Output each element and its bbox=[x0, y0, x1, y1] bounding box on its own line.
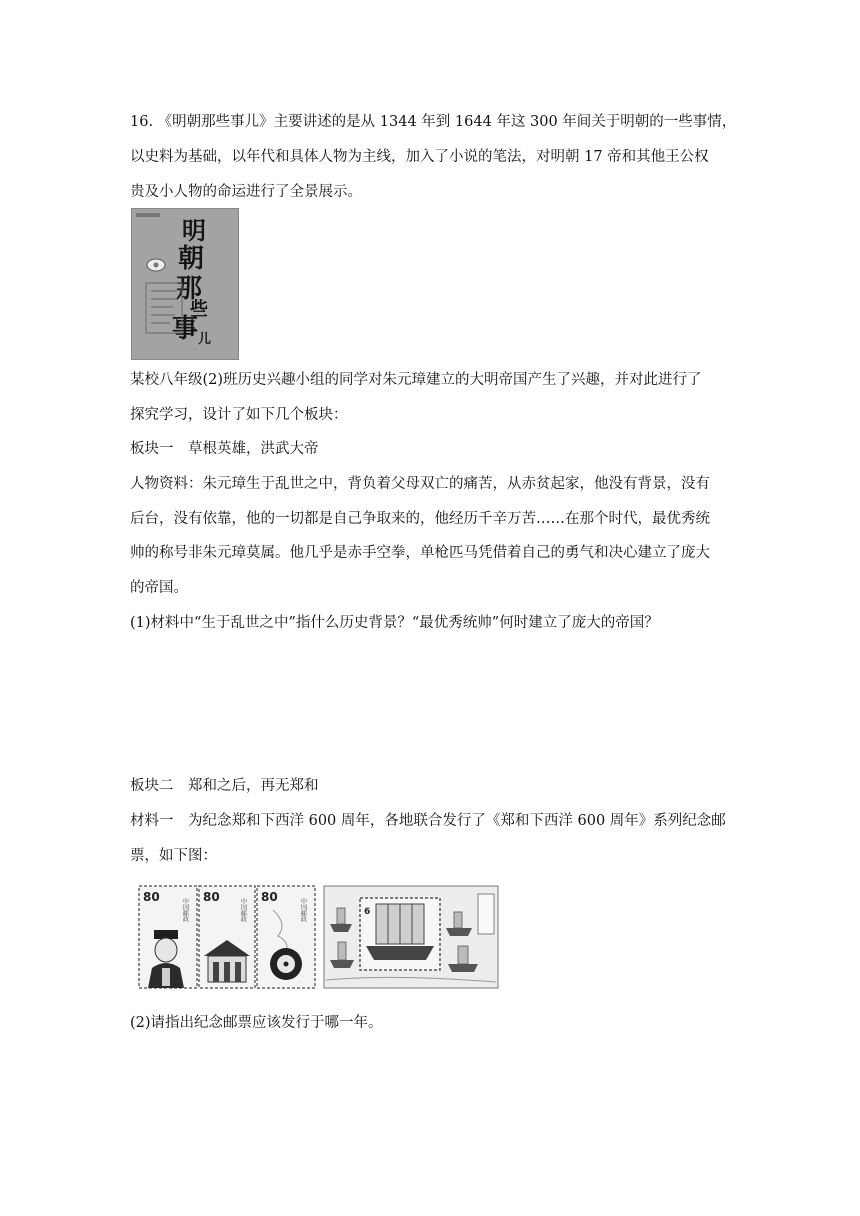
section1-material-line-3: 帅的称号非朱元璋莫属。他几乎是赤手空拳，单枪匹马凭借着自己的勇气和决心建立了庞大 bbox=[130, 545, 710, 561]
cover-char-3: 那 bbox=[176, 274, 203, 304]
stamp-4-denomination: 6 bbox=[364, 907, 371, 917]
stamp-3-country: 中国邮政 bbox=[299, 898, 307, 922]
cover-char-6: 儿 bbox=[198, 332, 212, 347]
section1-material-line-4: 的帝国。 bbox=[130, 580, 188, 596]
intro-line-1: 16. 《明朝那些事儿》主要讲述的是从 1344 年到 1644 年这 300 年间关于明朝的一些事情， bbox=[130, 114, 737, 130]
intro-line-2: 以史料为基础，以年代和具体人物为主线，加入了小说的笔法，对明朝 17 帝和其他王公权 bbox=[130, 149, 709, 165]
stamp-2-country: 中国邮政 bbox=[239, 898, 247, 922]
section1-question: (1)材料中“生于乱世之中”指什么历史背景？“最优秀统帅”何时建立了庞大的帝国？ bbox=[130, 615, 659, 631]
stamp-3-denomination: 80 bbox=[261, 890, 278, 904]
stamp-souvenir-sheet bbox=[324, 886, 498, 988]
book-cover-image bbox=[131, 208, 239, 360]
section1-material-line-2: 后台，没有依靠，他的一切都是自己争取来的，他经历千辛万苦……在那个时代，最优秀统 bbox=[130, 511, 710, 527]
section2-question: (2)请指出纪念邮票应该发行于哪一年。 bbox=[130, 1015, 383, 1031]
stamp-building bbox=[199, 886, 255, 988]
zheng-he-stamps-image bbox=[138, 884, 500, 990]
context-line-2: 探究学习，设计了如下几个板块： bbox=[130, 407, 348, 423]
cover-char-1: 明 bbox=[182, 216, 206, 245]
cover-char-4: 些 bbox=[190, 299, 208, 320]
cover-char-5: 事 bbox=[172, 314, 199, 344]
section1-heading: 板块一 草根英雄，洪武大帝 bbox=[130, 441, 319, 457]
section2-heading: 板块二 郑和之后，再无郑和 bbox=[130, 778, 319, 794]
stamp-portrait bbox=[139, 886, 197, 988]
stamp-1-denomination: 80 bbox=[143, 890, 160, 904]
stamp-compass bbox=[257, 886, 315, 988]
stamp-1-country: 中国邮政 bbox=[181, 898, 189, 922]
context-line-1: 某校八年级(2)班历史兴趣小组的同学对朱元璋建立的大明帝国产生了兴趣，并对此进行了 bbox=[130, 372, 702, 388]
section1-material-line-1: 人物资料：朱元璋生于乱世之中，背负着父母双亡的痛苦，从赤贫起家，他没有背景，没有 bbox=[130, 476, 710, 492]
stamp-2-denomination: 80 bbox=[203, 890, 220, 904]
intro-line-3: 贵及小人物的命运进行了全景展示。 bbox=[130, 184, 362, 200]
cover-char-2: 朝 bbox=[178, 244, 205, 274]
section2-material-line-2: 票，如下图： bbox=[130, 848, 217, 864]
section2-material-line-1: 材料一 为纪念郑和下西洋 600 周年，各地联合发行了《郑和下西洋 600 周年》系列纪念邮 bbox=[130, 813, 726, 829]
